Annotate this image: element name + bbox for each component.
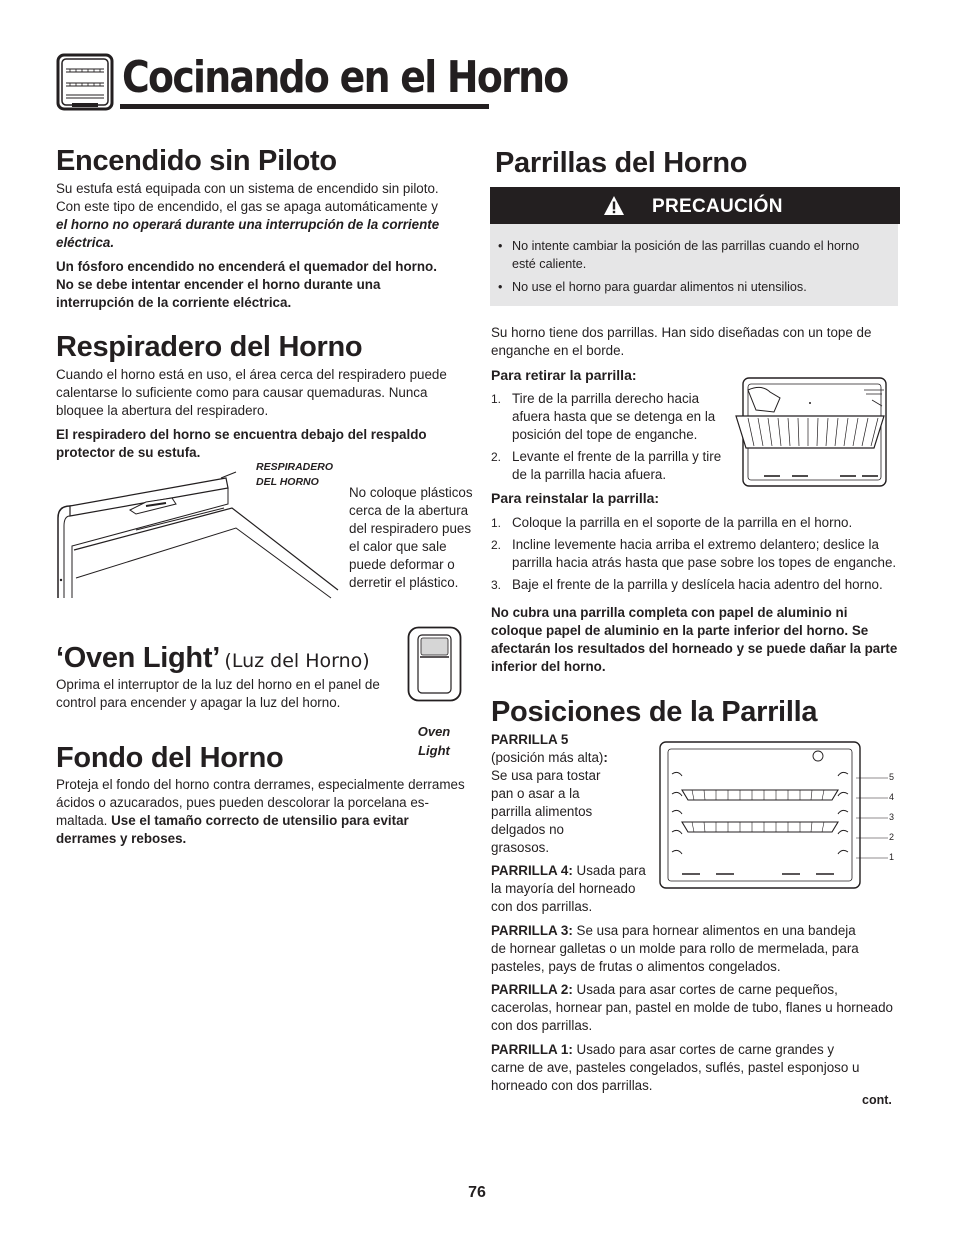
oven-light-switch-label <box>408 722 460 760</box>
step-text: Coloque la parrilla en el soporte de la parrilla en el horno. <box>512 515 853 530</box>
continued-label: cont. <box>862 1093 892 1107</box>
respiradero-body <box>56 366 451 468</box>
encendido-paragraph-1 <box>56 180 451 252</box>
fondo-emphasis: Use el tamaño correcto de utensilio para evitar derrames y reboses. <box>56 813 409 846</box>
rack-1-desc <box>491 1041 861 1095</box>
step-text: Levante el frente de la parrilla y tire de la parrilla hacia afuera. <box>512 449 722 482</box>
page-title: Cocinando en el Horno <box>122 52 568 103</box>
rack-1-label: PARRILLA 1: <box>491 1042 573 1057</box>
oven-light-body: Oprima el interruptor de la luz del horno en el panel de control para encender y apagar la luz del horno. <box>56 677 380 710</box>
fondo-text: Proteja el fondo del horno contra derrames, especialmente derrames ácidos o azucarados, pues pueden descolorar la porcelana es-maltada. <box>56 777 465 828</box>
caution-box <box>490 224 898 306</box>
encendido-emphasis: el horno no operará durante una interrupción de la corriente eléctrica. <box>56 217 440 250</box>
rack-positions-illustration <box>658 740 898 890</box>
rack-number: 2 <box>889 832 895 842</box>
step-number: 1. <box>491 392 502 406</box>
rack-3-label: PARRILLA 3: <box>491 923 573 938</box>
step-number: 2. <box>491 450 502 464</box>
heading-posiciones: Posiciones de la Parrilla <box>491 696 818 728</box>
oven-light-subtitle: (Luz del Horno) <box>224 650 370 672</box>
fondo-body <box>56 776 466 854</box>
rack-1-text: Usado para asar cortes de carne grandes y carne de ave, pasteles congelados, suflés, pastel esponjoso u horneado con dos parrillas. <box>491 1042 860 1093</box>
aluminum-warning: No cubra una parrilla completa con papel de aluminio ni coloque papel de aluminio en la parte inferior del horno. Se afectarán los resultados del horneado y se puede dañar la parte inferior del horno. <box>491 605 898 674</box>
rack-5-label: PARRILLA 5 <box>491 732 569 747</box>
reinstalar-heading: Para reinstalar la parrilla: <box>491 490 660 506</box>
fondo-paragraph <box>56 776 466 848</box>
list-item <box>491 576 901 594</box>
rack-5-desc <box>491 731 621 857</box>
vent-illustration <box>56 470 341 600</box>
list-item <box>491 390 726 444</box>
list-item <box>491 514 901 532</box>
step-text: Incline levemente hacia arriba el extremo delantero; deslice la parrilla hacia atrás hasta que pase sobre los topes de enganche. <box>512 537 897 570</box>
retirar-heading: Para retirar la parrilla: <box>491 367 637 383</box>
heading-parrillas: Parrillas del Horno <box>495 147 748 179</box>
switch-label-line-2: Light <box>418 743 450 758</box>
rack-4-label: PARRILLA 4: <box>491 863 573 878</box>
retirar-steps <box>491 390 726 488</box>
rack-2-desc <box>491 981 901 1035</box>
caution-item: • No use el horno para guardar alimentos ni utensilios. <box>512 278 878 296</box>
list-item <box>491 448 726 484</box>
rack-5-position <box>491 749 621 767</box>
page-number: 76 <box>468 1184 486 1201</box>
heading-oven-light <box>56 642 370 675</box>
reinstalar-steps <box>491 514 901 598</box>
heading-encendido: Encendido sin Piloto <box>56 145 337 177</box>
rack-removal-illustration <box>734 376 890 488</box>
step-number: 1. <box>491 516 502 530</box>
rack-number: 1 <box>889 852 895 862</box>
rack-3-text: Se usa para hornear alimentos en una bandeja de hornear galletas o un molde para rollo de mermelada, para pasteles, pays de frutas o alimentos congelados. <box>491 923 859 974</box>
heading-respiradero: Respiradero del Horno <box>56 331 363 363</box>
rack-4-desc <box>491 862 656 916</box>
step-text: Baje el frente de la parrilla y deslícela hacia adentro del horno. <box>512 577 883 592</box>
warning-icon <box>603 195 625 216</box>
parrillas-intro: Su horno tiene dos parrillas. Han sido diseñadas con un tope de enganche en el borde. <box>491 325 872 358</box>
oven-light-switch-icon <box>407 626 462 702</box>
respiradero-paragraph-1: Cuando el horno está en uso, el área cerca del respiradero puede calentarse lo suficiente como para causar quemaduras. Nunca bloquee la abertura del respiradero. <box>56 367 447 418</box>
vent-side-note: No coloque plásticos cerca de la abertura del respiradero pues el calor que sale puede deformar o derretir el plástico. <box>349 485 473 590</box>
caution-header <box>490 187 900 224</box>
encendido-paragraph-2: Un fósforo encendido no encenderá el quemador del horno. No se debe intentar encender el horno durante una interrupción de la corriente eléctrica. <box>56 259 437 310</box>
caution-item: • No intente cambiar la posición de las parrillas cuando el horno esté caliente. <box>512 237 878 273</box>
encendido-body <box>56 180 451 318</box>
rack-number: 5 <box>889 772 895 782</box>
vent-figure-label: RESPIRADERO DEL HORNO <box>256 461 334 488</box>
rack-5-text: Se usa para tostar pan o asar a la parrilla alimentos delgados no grasosos. <box>491 768 601 855</box>
step-number: 2. <box>491 538 502 552</box>
heading-fondo: Fondo del Horno <box>56 742 284 774</box>
rack-2-text: Usada para asar cortes de carne pequeños, cacerolas, hornear pan, pastel en molde de tubo, flanes u horneado con dos parrillas. <box>491 982 893 1033</box>
rack-4-text: Usada para la mayoría del horneado con dos parrillas. <box>491 863 646 914</box>
oven-light-title: ‘Oven Light’ <box>56 642 220 674</box>
rack-5-position-text: (posición más alta) <box>491 750 604 765</box>
rack-2-label: PARRILLA 2: <box>491 982 573 997</box>
rack-3-desc <box>491 922 866 976</box>
respiradero-paragraph-2: El respiradero del horno se encuentra debajo del respaldo protector de su estufa. <box>56 427 427 460</box>
caution-label: PRECAUCIÓN <box>652 196 783 217</box>
step-number: 3. <box>491 578 502 592</box>
encendido-text: Su estufa está equipada con un sistema de encendido sin piloto. Con este tipo de encendido, el gas se apaga automáticamente y <box>56 181 439 214</box>
rack-number: 3 <box>889 812 895 822</box>
switch-label-line-1: Oven <box>417 724 451 739</box>
rack-number: 4 <box>889 792 895 802</box>
oven-icon <box>56 53 114 111</box>
title-underline <box>120 104 489 109</box>
list-item <box>491 536 901 572</box>
rack-5-colon: : <box>603 750 608 765</box>
step-text: Tire de la parrilla derecho hacia afuera hasta que se detenga en la posición del tope de enganche. <box>512 391 716 442</box>
